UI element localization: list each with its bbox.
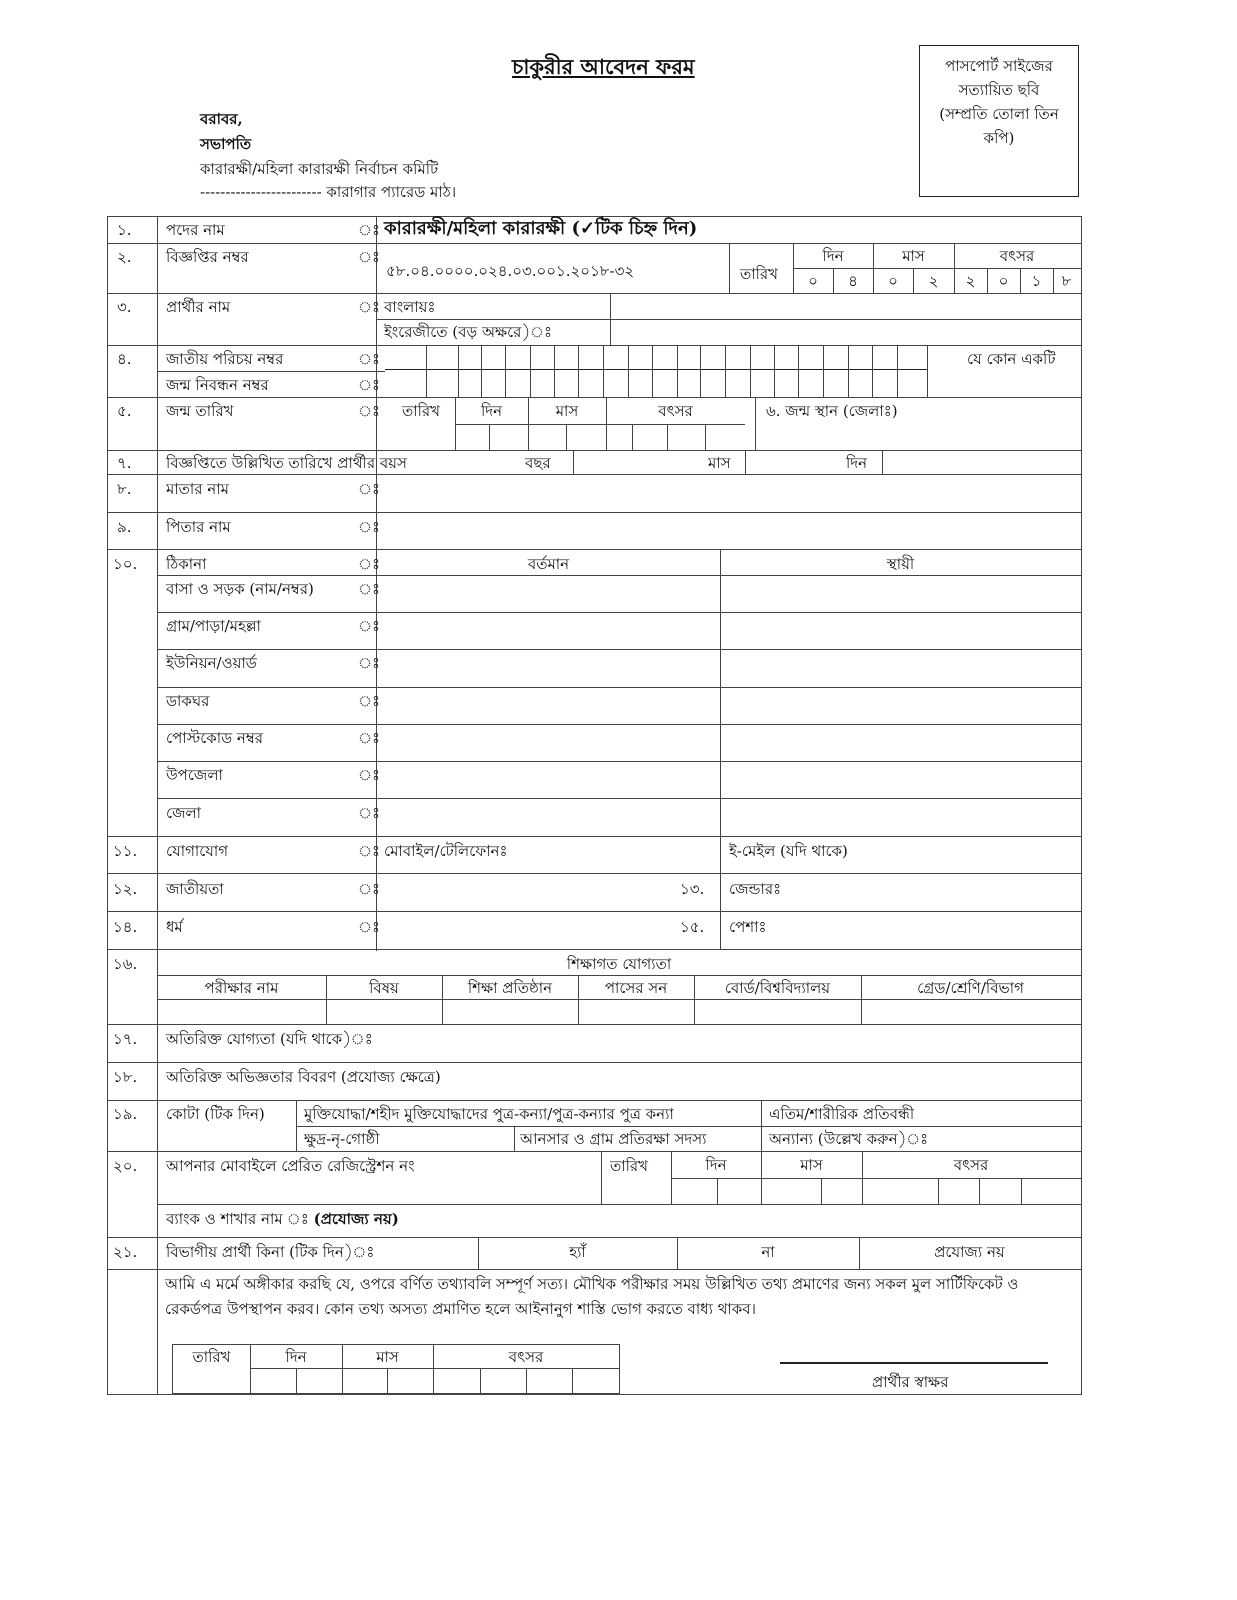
address-item-label: বাসা ও সড়ক (নাম/নম্বর): [166, 580, 314, 598]
row2-day-label: দিন: [822, 247, 844, 265]
row5-month-label: মাস: [555, 402, 579, 420]
declaration-year-label: বৎসর: [508, 1348, 544, 1366]
post-name-value[interactable]: কারারক্ষী/মহিলা কারারক্ষী (✓টিক চিহ্ন দিন): [384, 218, 698, 239]
date-digit[interactable]: ০: [808, 272, 818, 290]
date-digit[interactable]: ৪: [848, 272, 858, 290]
row1-label: পদের নাম: [166, 221, 225, 239]
row20-label: আপনার মোবাইলে প্রেরিত রেজিস্ট্রেশন নং: [166, 1157, 415, 1175]
date-digit[interactable]: ১: [1031, 272, 1042, 290]
row11-number: ১১.: [113, 842, 138, 860]
any-one-note: যে কোন একটি: [967, 350, 1056, 368]
permanent-address-header: স্থায়ী: [886, 555, 915, 573]
address-item-label: জেলা: [166, 804, 202, 822]
row12-label: জাতীয়তা: [166, 880, 224, 898]
colon: ঃ: [358, 221, 381, 239]
address-item-label: উপজেলা: [166, 766, 223, 784]
row21-label: বিভাগীয় প্রার্থী কিনা (টিক দিন)ঃ: [166, 1243, 375, 1261]
to-line-3: কারারক্ষী/মহিলা কারারক্ষী নির্বাচন কমিটি: [200, 160, 439, 178]
education-entry-row[interactable]: [158, 1000, 1080, 1023]
row8-number: ৮.: [117, 480, 132, 498]
registration-number-input[interactable]: [158, 1176, 600, 1203]
quota-others[interactable]: অন্যান্য (উল্লেখ করুন)ঃ: [769, 1130, 929, 1148]
signature-label: প্রার্থীর স্বাক্ষর: [872, 1373, 949, 1391]
colon: ঃ: [358, 248, 381, 266]
row20-day-label: দিন: [705, 1156, 727, 1174]
row5-label: জন্ম তারিখ: [166, 402, 234, 420]
row9-label: পিতার নাম: [166, 518, 231, 536]
row5-number: ৫.: [117, 402, 132, 420]
profession-label: পেশাঃ: [729, 918, 767, 936]
present-address-inputs[interactable]: [377, 576, 720, 836]
name-bangla-input[interactable]: [611, 294, 1080, 318]
row17-label: অতিরিক্ত যোগ্যতা (যদি থাকে)ঃ: [166, 1030, 373, 1048]
colon: ঃ: [358, 376, 381, 394]
address-item-label: ডাকঘর: [166, 692, 210, 710]
row2-month-label: মাস: [902, 247, 925, 265]
colon: ঃ: [358, 692, 381, 710]
address-item-label: পোস্টকোড নম্বর: [166, 729, 263, 747]
row4-number: ৪.: [117, 350, 132, 368]
to-line-2: সভাপতি: [200, 135, 252, 153]
row2-year-label: বৎসর: [999, 247, 1035, 265]
bank-not-applicable: (প্রযোজ্য নয়): [313, 1210, 399, 1228]
date-digit[interactable]: ২: [928, 272, 939, 290]
row12-number: ১২.: [113, 880, 138, 898]
row10-number: ১০.: [113, 555, 138, 573]
birth-reg-label: জন্ম নিবন্ধন নম্বর: [166, 376, 269, 394]
row2-label: বিজ্ঞপ্তির নম্বর: [166, 248, 249, 266]
num-col-divider: [157, 216, 158, 1394]
signature-line[interactable]: [780, 1362, 1048, 1364]
row7-label: বিজ্ঞপ্তিতে উল্লিখিত তারিখে প্রার্থীর বয়স: [166, 454, 407, 472]
name-english-label: ইংরেজীতে (বড় অক্ষরে)ঃ: [384, 323, 553, 341]
page-title: চাকুরীর আবেদন ফরম: [512, 54, 695, 79]
row2-number: ২.: [117, 248, 132, 266]
row20-date-label: তারিখ: [610, 1157, 648, 1175]
name-bangla-label: বাংলায়ঃ: [384, 298, 436, 316]
edu-col-institution: শিক্ষা প্রতিষ্ঠান: [467, 979, 553, 997]
departmental-no-option[interactable]: না: [761, 1243, 775, 1261]
to-line-4: ------------------------ কারাগার প্যারেড মাঠ।: [200, 183, 457, 201]
education-title: শিক্ষাগত যোগ্যতা: [566, 955, 672, 973]
row16-number: ১৬.: [113, 955, 138, 973]
photo-box[interactable]: [919, 45, 1079, 197]
departmental-yes-option[interactable]: হ্যাঁ: [569, 1243, 586, 1261]
birth-date-input[interactable]: [456, 425, 754, 449]
date-digit[interactable]: ০: [888, 272, 898, 290]
father-name-input[interactable]: [377, 513, 1080, 548]
edu-col-subject: বিষয়: [369, 979, 399, 997]
edu-col-year: পাসের সন: [604, 979, 668, 997]
age-day-label: দিন: [846, 454, 868, 472]
edu-col-grade: গ্রেড/শ্রেণি/বিভাগ: [917, 979, 1024, 997]
quota-freedom-fighter[interactable]: মুক্তিযোদ্ধা/শহীদ মুক্তিযোদ্ধাদের পুত্র-কন্যা/পুত্র-কন্যার পুত্র কন্যা: [304, 1105, 674, 1123]
colon: ঃ: [358, 555, 381, 573]
row2-date-label: তারিখ: [740, 265, 778, 283]
to-line-1: বরাবর,: [200, 110, 243, 128]
colon: ঃ: [358, 804, 381, 822]
quota-ansar-vdp[interactable]: আনসার ও গ্রাম প্রতিরক্ষা সদস্য: [520, 1130, 707, 1148]
row21-number: ২১.: [113, 1243, 138, 1261]
date-digit[interactable]: ৮: [1061, 272, 1072, 290]
row5-day-label: দিন: [480, 402, 503, 420]
registration-date-input[interactable]: [672, 1179, 1080, 1203]
circular-number-value[interactable]: ৫৮.০৪.০০০০.০২৪.০৩.০০১.২০১৮-৩২: [386, 262, 635, 280]
row20-year-label: বৎসর: [953, 1156, 989, 1174]
row18-label: অতিরিক্ত অভিজ্ঞতার বিবরণ (প্রযোজ্য ক্ষেত্রে): [166, 1068, 441, 1086]
bank-label: [166, 1210, 399, 1228]
quota-ethnic-minority[interactable]: ক্ষুদ্র-নৃ-গোষ্ঠী: [304, 1130, 380, 1148]
row14-number: ১৪.: [113, 918, 138, 936]
age-year-label: বছর: [525, 454, 551, 472]
permanent-address-inputs[interactable]: [721, 576, 1080, 836]
quota-orphan-disabled[interactable]: এতিম/শারীরিক প্রতিবন্ধী: [769, 1105, 915, 1123]
colon: ঃ: [358, 842, 381, 860]
colon: ঃ: [358, 480, 381, 498]
colon: ঃ: [358, 918, 381, 936]
row19-number: ১৯.: [113, 1105, 138, 1123]
row17-number: ১৭.: [113, 1030, 138, 1048]
mobile-label: মোবাইল/টেলিফোনঃ: [384, 842, 508, 860]
declaration-month-label: মাস: [376, 1348, 399, 1366]
row15-number: ১৫.: [680, 918, 705, 936]
colon: ঃ: [358, 580, 381, 598]
date-digit[interactable]: ০: [998, 272, 1009, 290]
row5-date-label: তারিখ: [402, 402, 440, 420]
edu-col-board: বোর্ড/বিশ্ববিদ্যালয়: [724, 979, 831, 997]
mother-name-input[interactable]: [377, 475, 1080, 511]
nid-label: জাতীয় পরিচয় নম্বর: [166, 350, 284, 368]
row1-number: ১.: [117, 221, 132, 239]
id-number-grid[interactable]: [377, 346, 928, 397]
age-month-label: মাস: [708, 454, 731, 472]
colon: ঃ: [358, 729, 381, 747]
colon: ঃ: [358, 880, 381, 898]
colon: ঃ: [358, 350, 381, 368]
row3-label: প্রার্থীর নাম: [166, 298, 231, 316]
declaration-text: আমি এ মর্মে অঙ্গীকার করছি যে, ওপরে বর্ণিত তথ্যাবলি সম্পূর্ণ সত্য। মৌখিক পরীক্ষার সময় উল্লিখিত তথ্য প্রমাণের জন্য সকল মুল সার্টিফিকেট ও রেকর্ডপত্র উপস্থাপন করব। কোন তথ্য অসত্য প্রমাণিত হলে আইনানুগ শাস্তি ভোগ করতে বাধ্য থাকব।: [165, 1275, 1019, 1318]
gender-label: জেন্ডারঃ: [729, 880, 782, 898]
row20-month-label: মাস: [800, 1156, 823, 1174]
birthplace-label: ৬. জন্ম স্থান (জেলাঃ): [766, 402, 898, 420]
declaration-date-label: তারিখ: [192, 1348, 231, 1366]
row5-year-label: বৎসর: [658, 402, 693, 420]
row11-label: যোগাযোগ: [166, 842, 229, 860]
colon: ঃ: [358, 518, 381, 536]
address-item-label: ইউনিয়ন/ওয়ার্ড: [166, 654, 257, 672]
row14-label: ধর্ম: [166, 918, 183, 936]
colon: ঃ: [358, 766, 381, 784]
bank-label-text: ব্যাংক ও শাখার নাম ঃ: [166, 1210, 309, 1228]
address-item-label: গ্রাম/পাড়া/মহল্লা: [166, 617, 261, 635]
row20-number: ২০.: [113, 1157, 138, 1175]
row9-number: ৯.: [117, 518, 132, 536]
present-address-header: বর্তমান: [527, 555, 570, 573]
colon: ঃ: [358, 654, 381, 672]
row3-number: ৩.: [117, 298, 132, 316]
row10-label: ঠিকানা: [166, 555, 207, 573]
date-digit[interactable]: ২: [965, 272, 976, 290]
edu-col-exam: পরীক্ষার নাম: [204, 979, 279, 997]
departmental-na-option[interactable]: প্রযোজ্য নয়: [934, 1243, 1005, 1261]
declaration-date-table: [172, 1344, 620, 1394]
name-english-input[interactable]: [611, 320, 1080, 344]
row7-number: ৭.: [117, 454, 132, 472]
declaration-date-input[interactable]: [251, 1369, 619, 1392]
colon: ঃ: [358, 298, 381, 316]
row18-number: ১৮.: [113, 1068, 138, 1086]
row13-number: ১৩.: [680, 880, 705, 898]
declaration-day-label: দিন: [285, 1348, 307, 1366]
row19-label: কোটা (টিক দিন): [166, 1105, 265, 1123]
colon: ঃ: [358, 617, 381, 635]
photo-box-label: পাসপোর্ট সাইজের সত্যায়িত ছবি (সম্প্রতি তোলা তিন কপি): [939, 57, 1059, 147]
email-label: ই-মেইল (যদি থাকে): [729, 842, 848, 860]
colon: ঃ: [358, 402, 381, 420]
row8-label: মাতার নাম: [166, 480, 229, 498]
